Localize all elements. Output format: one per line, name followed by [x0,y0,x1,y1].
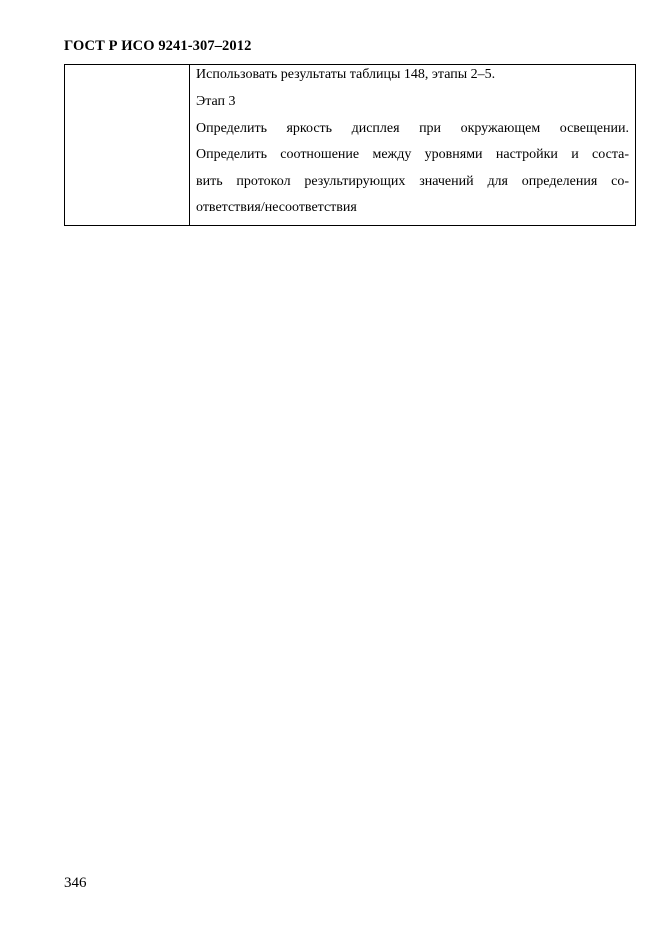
table-text-line: ответствия/несоответствия [196,200,357,216]
table-text-line: Определить соотношение между уровнями настройки и соста- [196,147,629,163]
content-table [64,64,636,226]
table-text-line: вить протокол результирующих значений для определения со- [196,173,629,189]
table-text-line: Определить яркость дисплея при окружающем освещении. [196,120,629,136]
page-number: 346 [64,875,87,891]
table-cell-left [65,65,190,226]
table-cell-right [190,65,636,226]
table-row [65,65,636,226]
document-header: ГОСТ Р ИСО 9241-307–2012 [64,38,252,54]
table-text-line: Использовать результаты таблицы 148, этапы 2–5. [196,67,496,82]
table-text-line: Этап 3 [196,94,236,109]
